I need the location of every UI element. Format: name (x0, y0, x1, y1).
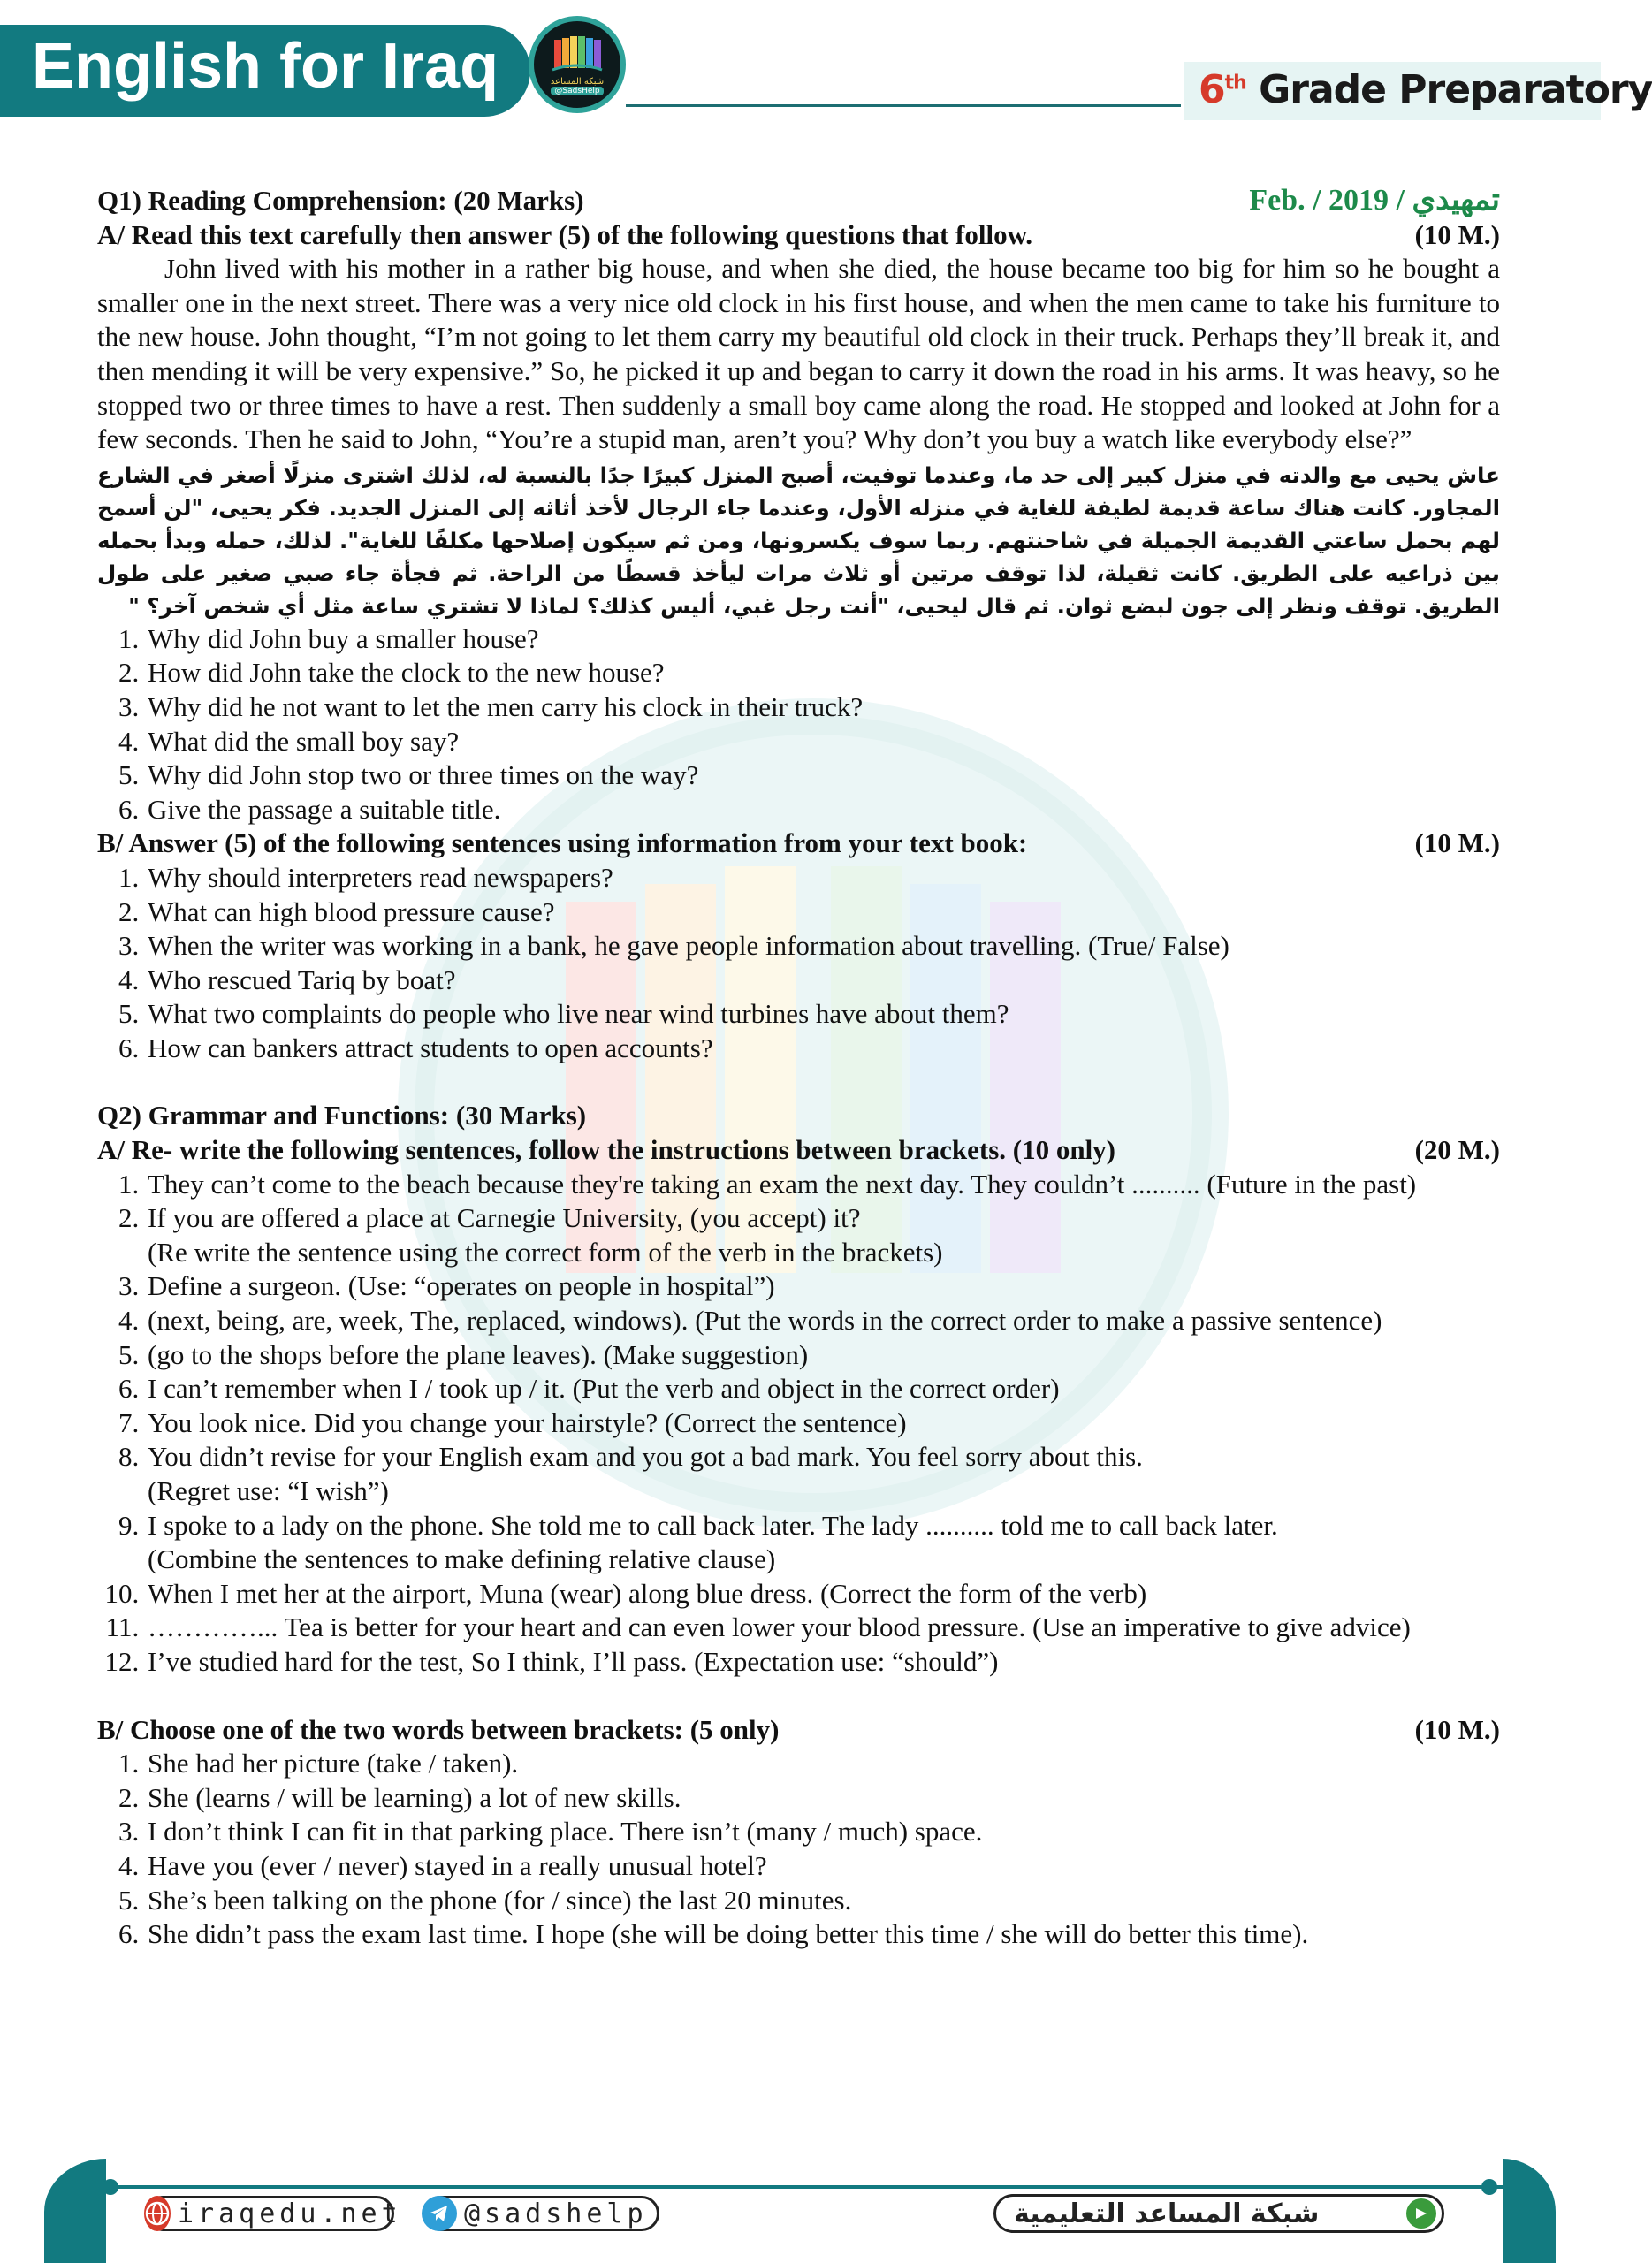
spacer (97, 1065, 1500, 1099)
q1a-marks: (10 M.) (1414, 218, 1500, 250)
network-badge[interactable] (993, 2194, 1444, 2233)
grade-number: 6 (1199, 67, 1225, 112)
footer-divider (106, 2185, 1503, 2189)
q1b-marks: (10 M.) (1414, 827, 1500, 859)
footer-right-tab (1503, 2159, 1556, 2263)
header-divider (626, 104, 1181, 107)
book-icon (551, 34, 604, 73)
list-item (146, 1406, 1427, 1441)
q2-heading: Q2) Grammar and Functions: (30 Marks) (97, 1100, 587, 1132)
list-item: 2. What can high blood pressure cause? (146, 895, 1500, 930)
grade-text: Grade Preparatory (1259, 67, 1652, 112)
item-instruction: (Re write the sentence using the correct form of the verb in the brackets) (148, 1236, 943, 1268)
list-item: 4. What did the small boy say? (146, 725, 1500, 759)
item-text: I can’t remember when I / took up / it. (Put the verb and object in the correct order) (148, 1373, 1060, 1405)
list-item: 1. She had her picture (take / taken). (146, 1747, 1427, 1781)
list-item: 2. How did John take the clock to the new house? (146, 656, 1500, 690)
list-item (146, 1201, 1427, 1269)
q1b-heading-row (97, 827, 1500, 861)
list-item: 6. She didn’t pass the exam last time. I hope (she will be doing better this time / she will do better this time). (146, 1917, 1427, 1952)
item-text: (next, being, are, week, The, replaced, windows). (Put the words in the correct order to make a passive sentence) (148, 1305, 1382, 1337)
q1a-heading: A/ Read this text carefully then answer (5) of the following questions that follow. (97, 218, 1032, 250)
q2a-heading-row (97, 1133, 1500, 1168)
list-item (146, 1440, 1427, 1508)
q2b-marks: (10 M.) (1414, 1713, 1500, 1745)
sadshelp-logo (529, 16, 626, 113)
list-item: 3. I don’t think I can fit in that parking place. There isn’t (many / much) space. (146, 1815, 1427, 1849)
item-instruction: (Combine the sentences to make defining relative clause) (148, 1543, 776, 1575)
item-text: They can’t come to the beach because they're taking an exam the next day. They couldn’t .......... (Future in the past) (148, 1168, 1417, 1200)
item-text: Define a surgeon. (Use: “operates on people in hospital”) (148, 1270, 775, 1302)
telegram-icon (422, 2196, 457, 2231)
list-item: 1. Why did John buy a smaller house? (146, 622, 1500, 657)
item-instruction: (Regret use: “I wish”) (148, 1475, 389, 1506)
page-title: English for Iraq (32, 31, 499, 102)
reading-passage: John lived with his mother in a rather big house, and when she died, the house became too big for him so he bought a smaller one in the next street. There was a very nice old clock in his first house, and when the men came to take his furniture to the new house. John thought, “I’m not going to let them carry my beautiful old clock in their truck. Perhaps they’ll break it, and then mending it will be very expensive.” So, he picked it up and began to carry it down the road in his arms. It was heavy, so he stopped two or three times to have a rest. Then suddenly a small boy came along the road. He stopped and looked at John for a few seconds. Then he said to John, “You’re a stupid man, aren’t you? Why don’t you buy a watch like everybody else?” (97, 253, 1500, 455)
telegram-text: @sadshelp (464, 2198, 648, 2229)
grade-label (1199, 67, 1652, 112)
item-text: I spoke to a lady on the phone. She told me to call back later. The lady .......... told me to call back later. (148, 1509, 1278, 1541)
website-link[interactable] (145, 2196, 402, 2231)
list-item: 5. She’s been talking on the phone (for / since) the last 20 minutes. (146, 1884, 1427, 1918)
telegram-link[interactable] (423, 2196, 659, 2231)
q1a-questions (97, 622, 1500, 827)
arrow-icon (1406, 2198, 1436, 2229)
q2b-heading-row (97, 1713, 1500, 1748)
q1-heading: Q1) Reading Comprehension: (20 Marks) (97, 185, 584, 216)
list-item: 3. Why did he not want to let the men carry his clock in their truck? (146, 690, 1500, 725)
list-item (146, 1645, 1427, 1680)
grade-suffix: th (1224, 72, 1246, 95)
footer-dot (1481, 2179, 1497, 2195)
arabic-translation: عاش يحيى مع والدته في منزل كبير إلى حد ما، وعندما توفيت، أصبح المنزل كبيرًا جدًا بالنسبة له، لذلك اشترى منزلًا أصغر في الشارع المجاور. كانت هناك ساعة قديمة لطيفة للغاية في منزله الأول، وعندما جاء الرجال لأخذ أثاثه إلى المنزل الجديد. فكر يحيى، "لن أسمح لهم بحمل ساعتي القديمة الجميلة في شاحنتهم. ربما سوف يكسرونها، ومن ثم سيكون إصلاحها مكلفًا للغاية". لذلك، حمله وبدأ بحمله بين ذراعيه على الطريق. كانت ثقيلة، لذا توقف مرتين أو ثلاث مرات ليأخذ قسطًا من الراحة. ثم فجأة جاء صبي صغير على طول الطريق. توقف ونظر إلى جون لبضع ثوان. ثم قال ليحيى، "أنت رجل غبي، أليس كذلك؟ لماذا لا تشتري ساعة مثل أي شخص آخر؟ " (97, 461, 1500, 619)
spacer (97, 1680, 1500, 1713)
q1b-heading: B/ Answer (5) of the following sentences using information from your text book: (97, 827, 1028, 859)
exam-date: Feb. / 2019 / تمهيدي (1249, 184, 1500, 217)
footer-dot (103, 2179, 118, 2195)
list-item: 6. Give the passage a suitable title. (146, 793, 1500, 827)
list-item (146, 1372, 1427, 1406)
q2b-heading: B/ Choose one of the two words between brackets: (5 only) (97, 1713, 780, 1745)
q2a-marks: (20 M.) (1414, 1134, 1500, 1166)
q1a-heading-row (97, 218, 1500, 253)
network-text: شبكة المساعد التعليمية (1014, 2198, 1320, 2229)
list-item (146, 1338, 1427, 1373)
globe-icon (144, 2196, 171, 2231)
item-text: I’ve studied hard for the test, So I think, I’ll pass. (Expectation use: “should”) (148, 1645, 999, 1677)
q2a-items (97, 1168, 1427, 1680)
list-item (146, 1509, 1427, 1577)
q1-heading-row (97, 184, 1500, 218)
footer-left-tab (44, 2159, 106, 2263)
website-text: iraqedu.net (178, 2198, 402, 2229)
item-text: (go to the shops before the plane leaves). (Make suggestion) (148, 1338, 809, 1370)
q2b-items (97, 1747, 1427, 1952)
list-item: 2. She (learns / will be learning) a lot of new skills. (146, 1781, 1427, 1816)
item-text: When I met her at the airport, Muna (wear) along blue dress. (Correct the form of the verb) (148, 1577, 1147, 1609)
list-item (146, 1611, 1427, 1645)
logo-name: شبكة المساعد (550, 76, 605, 87)
list-item: 4. Have you (ever / never) stayed in a really unusual hotel? (146, 1849, 1427, 1884)
item-text: If you are offered a place at Carnegie University, (you accept) it? (148, 1202, 861, 1234)
list-item (146, 1269, 1427, 1304)
list-item (146, 1304, 1427, 1338)
list-item (146, 1577, 1427, 1612)
list-item: 5. Why did John stop two or three times on the way? (146, 758, 1500, 793)
exam-content (97, 184, 1500, 1952)
list-item: 6. How can bankers attract students to open accounts? (146, 1032, 1500, 1066)
list-item (146, 1168, 1427, 1202)
item-text: You look nice. Did you change your hairstyle? (Correct the sentence) (148, 1406, 907, 1438)
item-text: You didn’t revise for your English exam and you got a bad mark. You feel sorry about this. (148, 1441, 1143, 1473)
list-item: 4. Who rescued Tariq by boat? (146, 964, 1500, 998)
q2a-heading: A/ Re- write the following sentences, follow the instructions between brackets. (10 only) (97, 1134, 1116, 1166)
list-item: 3. When the writer was working in a bank, he gave people information about travelling. (True/ False) (146, 929, 1500, 964)
logo-handle: @SadsHelp (551, 87, 603, 95)
list-item: 5. What two complaints do people who live near wind turbines have about them? (146, 997, 1500, 1032)
list-item: 1. Why should interpreters read newspapers? (146, 861, 1500, 895)
item-text: …………... Tea is better for your heart and can even lower your blood pressure. (Use an imperative to give advice) (148, 1612, 1411, 1643)
q1b-questions (97, 861, 1500, 1066)
